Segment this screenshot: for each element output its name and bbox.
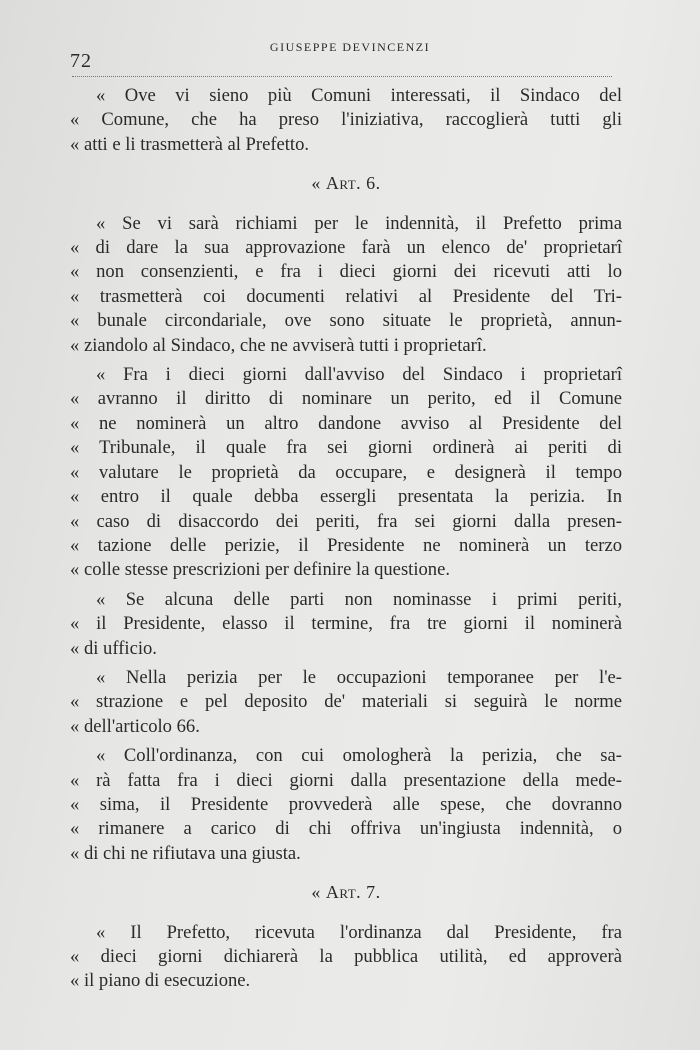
paragraph [70, 363, 622, 583]
text-line: « Se vi sarà richiami per le indennità, il Prefetto prima [96, 212, 622, 234]
page-number: 72 [70, 50, 92, 72]
text-line: « Nella perizia per le occupazioni temporanee per l'e- [96, 666, 622, 688]
paragraph [70, 212, 622, 358]
paragraph [70, 666, 622, 739]
text-line: « Ove vi sieno più Comuni interessati, il Sindaco del [96, 85, 622, 106]
text-line: « Se alcuna delle parti non nominasse i primi periti, [96, 588, 622, 610]
text-line: « sima, il Presidente provvederà alle spese, che dovranno [70, 793, 622, 815]
text-line: « avranno il diritto di nominare un perito, ed il Comune [70, 388, 622, 410]
text-line: « rà fatta fra i dieci giorni dalla presentazione della mede- [70, 769, 622, 791]
text-line: « di chi ne rifiutava una giusta. [70, 842, 301, 864]
paragraph [70, 744, 622, 866]
text-line: « di dare la sua approvazione farà un elenco de' proprietarî [70, 237, 622, 259]
paragraph [70, 921, 622, 994]
paragraph [70, 588, 622, 661]
text-line: « non consenzienti, e fra i dieci giorni dei ricevuti atti lo [70, 261, 622, 283]
text-line: « Comune, che ha preso l'iniziativa, raccoglierà tutti gli [70, 109, 622, 131]
text-line: « ziandolo al Sindaco, che ne avviserà tutti i proprietarî. [70, 334, 487, 356]
text-line: « atti e li trasmetterà al Prefetto. [70, 133, 310, 155]
text-line: « il Presidente, elasso il termine, fra tre giorni il nominerà [70, 613, 622, 635]
text-line: « caso di disaccordo dei periti, fra sei giorni dalla presen- [70, 510, 622, 532]
text-line: « Fra i dieci giorni dall'avviso del Sindaco i proprietarî [96, 364, 622, 386]
article-heading: « Art. 7. [311, 882, 381, 903]
text-line: « bunale circondariale, ove sono situate le proprietà, annun- [70, 310, 622, 332]
text-line: « Coll'ordinanza, con cui omologherà la perizia, che sa- [96, 745, 622, 767]
header-rule [72, 76, 612, 77]
body-text [70, 84, 622, 994]
text-line: « trasmetterà coi documenti relativi al Presidente del Tri- [70, 285, 622, 307]
text-line: « Il Prefetto, ricevuta l'ordinanza dal Presidente, fra [96, 921, 622, 943]
article-heading: « Art. 6. [311, 173, 381, 194]
text-line: « rimanere a carico di chi offriva un'ingiusta indennità, o [70, 818, 622, 840]
text-line: « entro il quale debba essergli presentata la perizia. In [70, 486, 622, 508]
text-line: « tazione delle perizie, il Presidente ne nominerà un terzo [70, 534, 622, 556]
running-head: GIUSEPPE DEVINCENZI [269, 40, 431, 54]
text-line: « strazione e pel deposito de' materiali si seguirà le norme [70, 691, 622, 713]
text-line: « dell'articolo 66. [70, 715, 200, 737]
text-line: « dieci giorni dichiarerà la pubblica utilità, ed approverà [70, 946, 622, 967]
text-line: « il piano di esecuzione. [70, 970, 251, 992]
text-line: « valutare le proprietà da occupare, e designerà il tempo [70, 461, 622, 483]
text-line: « colle stesse prescrizioni per definire la questione. [70, 559, 451, 581]
paragraph [70, 84, 622, 157]
text-line: « Tribunale, il quale fra sei giorni ordinerà ai periti di [70, 437, 622, 459]
text-line: « di ufficio. [70, 637, 157, 659]
text-line: « ne nominerà un altro dandone avviso al Presidente del [70, 412, 622, 434]
